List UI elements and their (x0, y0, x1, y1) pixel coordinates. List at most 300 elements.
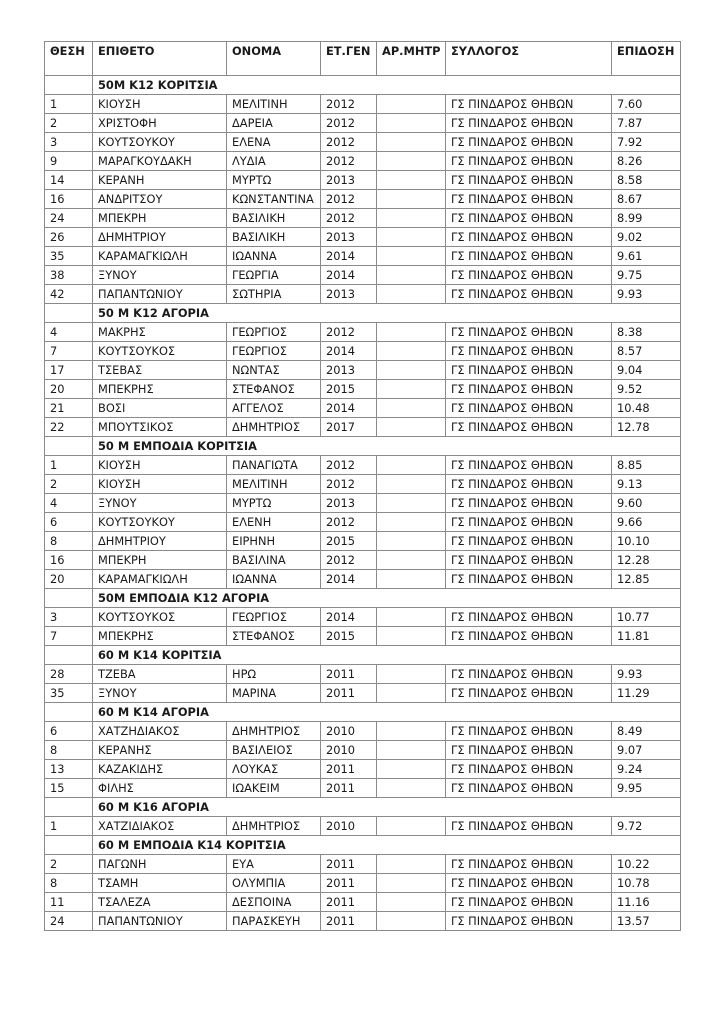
performance-cell: 9.24 (612, 760, 681, 779)
table-row (45, 133, 681, 152)
performance-cell: 8.67 (612, 190, 681, 209)
position-cell: 35 (45, 247, 93, 266)
position-cell: 20 (45, 570, 93, 589)
performance-cell: 9.07 (612, 741, 681, 760)
club-cell: ΓΣ ΠΙΝΔΑΡΟΣ ΘΗΒΩΝ (446, 608, 612, 627)
section-header-spacer (45, 798, 93, 817)
performance-cell: 11.16 (612, 893, 681, 912)
table-row (45, 684, 681, 703)
table-row (45, 475, 681, 494)
club-cell: ΓΣ ΠΙΝΔΑΡΟΣ ΘΗΒΩΝ (446, 190, 612, 209)
registry-number-cell (377, 209, 446, 228)
surname-cell: ΞΥΝΟΥ (93, 494, 227, 513)
first-name-cell: ΒΑΣΙΛΙΚΗ (227, 228, 321, 247)
first-name-cell: ΝΩΝΤΑΣ (227, 361, 321, 380)
performance-cell: 8.85 (612, 456, 681, 475)
performance-cell: 10.22 (612, 855, 681, 874)
first-name-cell: ΗΡΩ (227, 665, 321, 684)
first-name-cell: ΕΛΕΝΗ (227, 513, 321, 532)
position-cell: 1 (45, 95, 93, 114)
section-header-row (45, 836, 681, 855)
position-cell: 3 (45, 608, 93, 627)
birth-year-cell: 2012 (321, 551, 377, 570)
club-cell: ΓΣ ΠΙΝΔΑΡΟΣ ΘΗΒΩΝ (446, 513, 612, 532)
surname-cell: ΦΙΛΗΣ (93, 779, 227, 798)
birth-year-cell: 2011 (321, 760, 377, 779)
performance-cell: 9.93 (612, 665, 681, 684)
birth-year-cell: 2012 (321, 475, 377, 494)
position-cell: 24 (45, 209, 93, 228)
registry-number-cell (377, 361, 446, 380)
section-header-spacer (45, 304, 93, 323)
performance-cell: 7.92 (612, 133, 681, 152)
first-name-cell: ΒΑΣΙΛΙΚΗ (227, 209, 321, 228)
birth-year-cell: 2011 (321, 779, 377, 798)
surname-cell: ΤΣΕΒΑΣ (93, 361, 227, 380)
section-header-spacer (45, 646, 93, 665)
section-title: 50 Μ Κ12 ΑΓΟΡΙΑ (93, 304, 681, 323)
table-row (45, 418, 681, 437)
position-cell: 11 (45, 893, 93, 912)
position-cell: 1 (45, 456, 93, 475)
performance-cell: 7.87 (612, 114, 681, 133)
first-name-cell: ΔΕΣΠΟΙΝΑ (227, 893, 321, 912)
first-name-cell: ΜΕΛΙΤΙΝΗ (227, 475, 321, 494)
header-birth-year: ΕΤ.ΓΕΝ (321, 42, 377, 76)
first-name-cell: ΙΩΑΝΝΑ (227, 570, 321, 589)
registry-number-cell (377, 760, 446, 779)
birth-year-cell: 2010 (321, 817, 377, 836)
header-position: ΘΕΣΗ (45, 42, 93, 76)
club-cell: ΓΣ ΠΙΝΔΑΡΟΣ ΘΗΒΩΝ (446, 171, 612, 190)
first-name-cell: ΜΥΡΤΩ (227, 171, 321, 190)
position-cell: 16 (45, 551, 93, 570)
birth-year-cell: 2011 (321, 855, 377, 874)
club-cell: ΓΣ ΠΙΝΔΑΡΟΣ ΘΗΒΩΝ (446, 817, 612, 836)
first-name-cell: ΔΗΜΗΤΡΙΟΣ (227, 418, 321, 437)
position-cell: 2 (45, 114, 93, 133)
club-cell: ΓΣ ΠΙΝΔΑΡΟΣ ΘΗΒΩΝ (446, 380, 612, 399)
registry-number-cell (377, 228, 446, 247)
club-cell: ΓΣ ΠΙΝΔΑΡΟΣ ΘΗΒΩΝ (446, 741, 612, 760)
first-name-cell: ΣΩΤΗΡΙΑ (227, 285, 321, 304)
header-surname: ΕΠΙΘΕΤΟ (93, 42, 227, 76)
surname-cell: ΜΠΕΚΡΗ (93, 551, 227, 570)
section-header-row (45, 703, 681, 722)
birth-year-cell: 2014 (321, 399, 377, 418)
table-row (45, 342, 681, 361)
first-name-cell: ΓΕΩΡΓΙΟΣ (227, 342, 321, 361)
position-cell: 21 (45, 399, 93, 418)
registry-number-cell (377, 266, 446, 285)
surname-cell: ΚΕΡΑΝΗ (93, 171, 227, 190)
first-name-cell: ΕΙΡΗΝΗ (227, 532, 321, 551)
registry-number-cell (377, 627, 446, 646)
birth-year-cell: 2010 (321, 722, 377, 741)
table-row (45, 513, 681, 532)
club-cell: ΓΣ ΠΙΝΔΑΡΟΣ ΘΗΒΩΝ (446, 95, 612, 114)
position-cell: 38 (45, 266, 93, 285)
club-cell: ΓΣ ΠΙΝΔΑΡΟΣ ΘΗΒΩΝ (446, 456, 612, 475)
table-row (45, 760, 681, 779)
position-cell: 8 (45, 874, 93, 893)
registry-number-cell (377, 285, 446, 304)
section-header-row (45, 589, 681, 608)
registry-number-cell (377, 190, 446, 209)
performance-cell: 11.81 (612, 627, 681, 646)
position-cell: 7 (45, 342, 93, 361)
position-cell: 35 (45, 684, 93, 703)
section-header-spacer (45, 437, 93, 456)
position-cell: 15 (45, 779, 93, 798)
registry-number-cell (377, 912, 446, 931)
birth-year-cell: 2011 (321, 912, 377, 931)
table-row (45, 171, 681, 190)
surname-cell: ΤΖΕΒΑ (93, 665, 227, 684)
performance-cell: 10.48 (612, 399, 681, 418)
table-row (45, 456, 681, 475)
club-cell: ΓΣ ΠΙΝΔΑΡΟΣ ΘΗΒΩΝ (446, 779, 612, 798)
club-cell: ΓΣ ΠΙΝΔΑΡΟΣ ΘΗΒΩΝ (446, 247, 612, 266)
position-cell: 14 (45, 171, 93, 190)
club-cell: ΓΣ ΠΙΝΔΑΡΟΣ ΘΗΒΩΝ (446, 551, 612, 570)
performance-cell: 9.04 (612, 361, 681, 380)
first-name-cell: ΙΩΑΝΝΑ (227, 247, 321, 266)
birth-year-cell: 2015 (321, 380, 377, 399)
surname-cell: ΠΑΠΑΝΤΩΝΙΟΥ (93, 285, 227, 304)
section-header-row (45, 437, 681, 456)
birth-year-cell: 2015 (321, 627, 377, 646)
table-row (45, 893, 681, 912)
table-row (45, 152, 681, 171)
club-cell: ΓΣ ΠΙΝΔΑΡΟΣ ΘΗΒΩΝ (446, 285, 612, 304)
position-cell: 4 (45, 494, 93, 513)
position-cell: 7 (45, 627, 93, 646)
table-row (45, 114, 681, 133)
first-name-cell: ΟΛΥΜΠΙΑ (227, 874, 321, 893)
position-cell: 22 (45, 418, 93, 437)
surname-cell: ΚΟΥΤΣΟΥΚΟΥ (93, 513, 227, 532)
surname-cell: ΑΝΔΡΙΤΣΟΥ (93, 190, 227, 209)
performance-cell: 9.02 (612, 228, 681, 247)
club-cell: ΓΣ ΠΙΝΔΑΡΟΣ ΘΗΒΩΝ (446, 684, 612, 703)
table-header (45, 42, 681, 76)
first-name-cell: ΓΕΩΡΓΙΟΣ (227, 608, 321, 627)
registry-number-cell (377, 456, 446, 475)
surname-cell: ΚΑΡΑΜΑΓΚΙΩΛΗ (93, 247, 227, 266)
section-header-row (45, 304, 681, 323)
birth-year-cell: 2012 (321, 513, 377, 532)
surname-cell: ΔΗΜΗΤΡΙΟΥ (93, 228, 227, 247)
club-cell: ΓΣ ΠΙΝΔΑΡΟΣ ΘΗΒΩΝ (446, 133, 612, 152)
club-cell: ΓΣ ΠΙΝΔΑΡΟΣ ΘΗΒΩΝ (446, 209, 612, 228)
section-header-row (45, 646, 681, 665)
first-name-cell: ΓΕΩΡΓΙΑ (227, 266, 321, 285)
performance-cell: 9.95 (612, 779, 681, 798)
header-row (45, 42, 681, 76)
performance-cell: 10.10 (612, 532, 681, 551)
surname-cell: ΞΥΝΟΥ (93, 684, 227, 703)
position-cell: 6 (45, 513, 93, 532)
performance-cell: 9.72 (612, 817, 681, 836)
results-document (44, 41, 680, 931)
position-cell: 17 (45, 361, 93, 380)
registry-number-cell (377, 380, 446, 399)
birth-year-cell: 2012 (321, 152, 377, 171)
birth-year-cell: 2012 (321, 190, 377, 209)
first-name-cell: ΕΛΕΝΑ (227, 133, 321, 152)
section-title: 50Μ ΕΜΠΟΔΙΑ Κ12 ΑΓΟΡΙΑ (93, 589, 681, 608)
birth-year-cell: 2014 (321, 570, 377, 589)
surname-cell: ΠΑΠΑΝΤΩΝΙΟΥ (93, 912, 227, 931)
first-name-cell: ΙΩΑΚΕΙΜ (227, 779, 321, 798)
first-name-cell: ΒΑΣΙΛΕΙΟΣ (227, 741, 321, 760)
first-name-cell: ΣΤΕΦΑΝΟΣ (227, 627, 321, 646)
position-cell: 8 (45, 741, 93, 760)
performance-cell: 9.52 (612, 380, 681, 399)
surname-cell: ΧΑΤΖΗΔΙΑΚΟΣ (93, 722, 227, 741)
table-row (45, 285, 681, 304)
first-name-cell: ΚΩΝΣΤΑΝΤΙΝΑ (227, 190, 321, 209)
surname-cell: ΤΣΑΜΗ (93, 874, 227, 893)
surname-cell: ΚΑΡΑΜΑΓΚΙΩΛΗ (93, 570, 227, 589)
surname-cell: ΜΠΕΚΡΗΣ (93, 380, 227, 399)
birth-year-cell: 2013 (321, 171, 377, 190)
registry-number-cell (377, 779, 446, 798)
birth-year-cell: 2013 (321, 494, 377, 513)
performance-cell: 10.77 (612, 608, 681, 627)
club-cell: ΓΣ ΠΙΝΔΑΡΟΣ ΘΗΒΩΝ (446, 893, 612, 912)
table-row (45, 532, 681, 551)
registry-number-cell (377, 665, 446, 684)
registry-number-cell (377, 684, 446, 703)
table-row (45, 209, 681, 228)
registry-number-cell (377, 152, 446, 171)
club-cell: ΓΣ ΠΙΝΔΑΡΟΣ ΘΗΒΩΝ (446, 228, 612, 247)
club-cell: ΓΣ ΠΙΝΔΑΡΟΣ ΘΗΒΩΝ (446, 665, 612, 684)
club-cell: ΓΣ ΠΙΝΔΑΡΟΣ ΘΗΒΩΝ (446, 532, 612, 551)
position-cell: 8 (45, 532, 93, 551)
performance-cell: 9.13 (612, 475, 681, 494)
club-cell: ΓΣ ΠΙΝΔΑΡΟΣ ΘΗΒΩΝ (446, 760, 612, 779)
section-header-spacer (45, 589, 93, 608)
first-name-cell: ΠΑΝΑΓΙΩΤΑ (227, 456, 321, 475)
club-cell: ΓΣ ΠΙΝΔΑΡΟΣ ΘΗΒΩΝ (446, 266, 612, 285)
birth-year-cell: 2014 (321, 342, 377, 361)
surname-cell: ΚΙΟΥΣΗ (93, 456, 227, 475)
surname-cell: ΜΠΕΚΡΗ (93, 209, 227, 228)
first-name-cell: ΣΤΕΦΑΝΟΣ (227, 380, 321, 399)
table-row (45, 361, 681, 380)
performance-cell: 12.85 (612, 570, 681, 589)
performance-cell: 9.93 (612, 285, 681, 304)
results-table (44, 41, 681, 931)
club-cell: ΓΣ ΠΙΝΔΑΡΟΣ ΘΗΒΩΝ (446, 418, 612, 437)
first-name-cell: ΓΕΩΡΓΙΟΣ (227, 323, 321, 342)
performance-cell: 8.49 (612, 722, 681, 741)
surname-cell: ΠΑΓΩΝΗ (93, 855, 227, 874)
surname-cell: ΞΥΝΟΥ (93, 266, 227, 285)
birth-year-cell: 2012 (321, 323, 377, 342)
performance-cell: 7.60 (612, 95, 681, 114)
section-title: 50 Μ ΕΜΠΟΔΙΑ ΚΟΡΙΤΣΙΑ (93, 437, 681, 456)
birth-year-cell: 2017 (321, 418, 377, 437)
first-name-cell: ΠΑΡΑΣΚΕΥΗ (227, 912, 321, 931)
first-name-cell: ΜΥΡΤΩ (227, 494, 321, 513)
registry-number-cell (377, 722, 446, 741)
registry-number-cell (377, 114, 446, 133)
registry-number-cell (377, 532, 446, 551)
birth-year-cell: 2012 (321, 456, 377, 475)
birth-year-cell: 2011 (321, 684, 377, 703)
position-cell: 3 (45, 133, 93, 152)
registry-number-cell (377, 741, 446, 760)
surname-cell: ΜΑΡΑΓΚΟΥΔΑΚΗ (93, 152, 227, 171)
birth-year-cell: 2013 (321, 228, 377, 247)
performance-cell: 8.58 (612, 171, 681, 190)
section-title: 50Μ Κ12 ΚΟΡΙΤΣΙΑ (93, 76, 681, 95)
position-cell: 28 (45, 665, 93, 684)
performance-cell: 8.57 (612, 342, 681, 361)
first-name-cell: ΑΓΓΕΛΟΣ (227, 399, 321, 418)
section-header-row (45, 76, 681, 95)
position-cell: 2 (45, 475, 93, 494)
birth-year-cell: 2013 (321, 361, 377, 380)
first-name-cell: ΔΑΡΕΙΑ (227, 114, 321, 133)
header-first-name: ΟΝΟΜΑ (227, 42, 321, 76)
surname-cell: ΚΑΖΑΚΙΔΗΣ (93, 760, 227, 779)
registry-number-cell (377, 874, 446, 893)
table-row (45, 399, 681, 418)
performance-cell: 9.66 (612, 513, 681, 532)
birth-year-cell: 2011 (321, 893, 377, 912)
table-body (45, 76, 681, 931)
section-header-row (45, 798, 681, 817)
registry-number-cell (377, 513, 446, 532)
club-cell: ΓΣ ΠΙΝΔΑΡΟΣ ΘΗΒΩΝ (446, 361, 612, 380)
first-name-cell: ΜΕΛΙΤΙΝΗ (227, 95, 321, 114)
club-cell: ΓΣ ΠΙΝΔΑΡΟΣ ΘΗΒΩΝ (446, 855, 612, 874)
table-row (45, 741, 681, 760)
table-row (45, 608, 681, 627)
position-cell: 42 (45, 285, 93, 304)
performance-cell: 8.38 (612, 323, 681, 342)
section-title: 60 Μ ΕΜΠΟΔΙΑ Κ14 ΚΟΡΙΤΣΙΑ (93, 836, 681, 855)
first-name-cell: ΜΑΡΙΝΑ (227, 684, 321, 703)
club-cell: ΓΣ ΠΙΝΔΑΡΟΣ ΘΗΒΩΝ (446, 342, 612, 361)
first-name-cell: ΕΥΑ (227, 855, 321, 874)
registry-number-cell (377, 494, 446, 513)
first-name-cell: ΛΟΥΚΑΣ (227, 760, 321, 779)
table-row (45, 247, 681, 266)
header-performance: ΕΠΙΔΟΣΗ (612, 42, 681, 76)
first-name-cell: ΒΑΣΙΛΙΝΑ (227, 551, 321, 570)
registry-number-cell (377, 608, 446, 627)
birth-year-cell: 2011 (321, 665, 377, 684)
birth-year-cell: 2014 (321, 266, 377, 285)
registry-number-cell (377, 570, 446, 589)
surname-cell: ΚΟΥΤΣΟΥΚΟΣ (93, 342, 227, 361)
position-cell: 20 (45, 380, 93, 399)
table-row (45, 228, 681, 247)
table-row (45, 874, 681, 893)
table-row (45, 190, 681, 209)
surname-cell: ΚΟΥΤΣΟΥΚΟΥ (93, 133, 227, 152)
surname-cell: ΤΣΑΛΕΖΑ (93, 893, 227, 912)
section-title: 60 Μ Κ16 ΑΓΟΡΙΑ (93, 798, 681, 817)
birth-year-cell: 2011 (321, 874, 377, 893)
table-row (45, 570, 681, 589)
table-row (45, 665, 681, 684)
registry-number-cell (377, 247, 446, 266)
table-row (45, 779, 681, 798)
section-title: 60 Μ Κ14 ΑΓΟΡΙΑ (93, 703, 681, 722)
birth-year-cell: 2015 (321, 532, 377, 551)
surname-cell: ΜΠΕΚΡΗΣ (93, 627, 227, 646)
table-row (45, 912, 681, 931)
registry-number-cell (377, 893, 446, 912)
club-cell: ΓΣ ΠΙΝΔΑΡΟΣ ΘΗΒΩΝ (446, 912, 612, 931)
table-row (45, 494, 681, 513)
surname-cell: ΚΙΟΥΣΗ (93, 95, 227, 114)
registry-number-cell (377, 855, 446, 874)
table-row (45, 855, 681, 874)
registry-number-cell (377, 95, 446, 114)
table-row (45, 266, 681, 285)
club-cell: ΓΣ ΠΙΝΔΑΡΟΣ ΘΗΒΩΝ (446, 114, 612, 133)
position-cell: 13 (45, 760, 93, 779)
registry-number-cell (377, 323, 446, 342)
section-header-spacer (45, 703, 93, 722)
position-cell: 4 (45, 323, 93, 342)
surname-cell: ΒΟΣΙ (93, 399, 227, 418)
first-name-cell: ΔΗΜΗΤΡΙΟΣ (227, 817, 321, 836)
table-row (45, 722, 681, 741)
birth-year-cell: 2012 (321, 133, 377, 152)
surname-cell: ΜΠΟΥΤΣΙΚΟΣ (93, 418, 227, 437)
birth-year-cell: 2012 (321, 114, 377, 133)
first-name-cell: ΛΥΔΙΑ (227, 152, 321, 171)
first-name-cell: ΔΗΜΗΤΡΙΟΣ (227, 722, 321, 741)
club-cell: ΓΣ ΠΙΝΔΑΡΟΣ ΘΗΒΩΝ (446, 874, 612, 893)
birth-year-cell: 2012 (321, 95, 377, 114)
performance-cell: 9.75 (612, 266, 681, 285)
club-cell: ΓΣ ΠΙΝΔΑΡΟΣ ΘΗΒΩΝ (446, 152, 612, 171)
birth-year-cell: 2012 (321, 209, 377, 228)
surname-cell: ΜΑΚΡΗΣ (93, 323, 227, 342)
club-cell: ΓΣ ΠΙΝΔΑΡΟΣ ΘΗΒΩΝ (446, 494, 612, 513)
club-cell: ΓΣ ΠΙΝΔΑΡΟΣ ΘΗΒΩΝ (446, 722, 612, 741)
section-header-spacer (45, 76, 93, 95)
surname-cell: ΚΕΡΑΝΗΣ (93, 741, 227, 760)
table-row (45, 817, 681, 836)
position-cell: 9 (45, 152, 93, 171)
club-cell: ΓΣ ΠΙΝΔΑΡΟΣ ΘΗΒΩΝ (446, 399, 612, 418)
table-row (45, 627, 681, 646)
table-row (45, 323, 681, 342)
performance-cell: 13.57 (612, 912, 681, 931)
position-cell: 24 (45, 912, 93, 931)
position-cell: 26 (45, 228, 93, 247)
club-cell: ΓΣ ΠΙΝΔΑΡΟΣ ΘΗΒΩΝ (446, 475, 612, 494)
surname-cell: ΚΟΥΤΣΟΥΚΟΣ (93, 608, 227, 627)
position-cell: 1 (45, 817, 93, 836)
birth-year-cell: 2010 (321, 741, 377, 760)
surname-cell: ΚΙΟΥΣΗ (93, 475, 227, 494)
performance-cell: 8.99 (612, 209, 681, 228)
table-row (45, 380, 681, 399)
birth-year-cell: 2013 (321, 285, 377, 304)
